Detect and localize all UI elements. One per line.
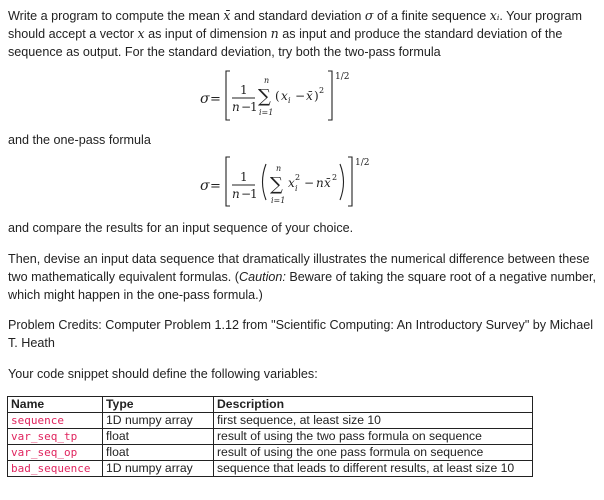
var-name: var_seq_op (8, 445, 103, 461)
header-type: Type (103, 397, 214, 413)
left-bracket (226, 157, 230, 206)
exponent: 1/2 (355, 158, 370, 168)
svg-text:x̄: x̄ (324, 176, 331, 190)
var-name: var_seq_tp (8, 429, 103, 445)
svg-text:(: ( (275, 89, 280, 103)
var-desc: result of using the one pass formula on sequence (214, 445, 533, 461)
var-type: 1D numpy array (103, 413, 214, 429)
svg-text:i: i (288, 96, 291, 105)
table-row (8, 429, 533, 445)
svg-text:−: − (241, 187, 252, 201)
right-bracket (348, 157, 352, 206)
table-row (8, 413, 533, 429)
var-name: bad_sequence (8, 461, 103, 477)
one-pass-intro: and the one-pass formula (8, 133, 151, 147)
table-header-row (8, 397, 533, 413)
svg-text:1: 1 (250, 187, 258, 201)
svg-text:n: n (316, 176, 324, 190)
svg-text:i=1: i=1 (259, 108, 274, 117)
svg-text:i: i (295, 184, 298, 193)
svg-text:1: 1 (240, 83, 248, 97)
big-paren-right (340, 164, 344, 200)
var-name: sequence (8, 413, 103, 429)
svg-text:x: x (281, 89, 288, 103)
svg-text:x: x (288, 176, 295, 190)
then-paragraph: Then, devise an input data sequence that dramatically illustrates the numerical difference between these two mathematically equivalent formulas. (Caution: Beware of taking the square root of a negative number, which might happen in the one-pass formula.) (8, 252, 597, 302)
var-type: 1D numpy array (103, 461, 214, 477)
svg-text:=: = (210, 179, 221, 194)
svg-text:n: n (264, 76, 270, 85)
credits-paragraph: Problem Credits: Computer Problem 1.12 from "Scientific Computing: An Introductory Survey" by Michael T. Heath (8, 318, 593, 350)
var-desc: sequence that leads to different results, at least size 10 (214, 461, 533, 477)
compare-paragraph: and compare the results for an input sequence of your choice. (8, 221, 354, 235)
variables-table (7, 396, 533, 477)
left-bracket (226, 71, 230, 120)
svg-text:n: n (232, 100, 240, 114)
svg-text:=: = (210, 92, 221, 107)
define-paragraph: Your code snippet should define the following variables: (8, 367, 318, 381)
svg-text:i=1: i=1 (271, 196, 286, 205)
sigma-symbol: σ (200, 91, 210, 107)
var-desc: first sequence, at least size 10 (214, 413, 533, 429)
svg-text:−: − (304, 176, 315, 190)
big-paren-left (263, 164, 267, 200)
header-name: Name (8, 397, 103, 413)
one-pass-formula (200, 152, 420, 210)
svg-text:2: 2 (295, 173, 301, 182)
sum-sign: ∑ (258, 86, 271, 107)
exponent: 1/2 (335, 72, 350, 82)
svg-text:1: 1 (250, 100, 258, 114)
table-row (8, 461, 533, 477)
var-type: float (103, 429, 214, 445)
var-type: float (103, 445, 214, 461)
sum-sign: ∑ (270, 174, 283, 195)
intro-paragraph: Write a program to compute the mean x̄ and standard deviation σ of a finite sequence xᵢ. Your program should accept a vector x as input of dimension n as input and produce the standard deviation of the sequence as output. For the standard deviation, try both the two-pass formula (8, 8, 583, 59)
var-desc: result of using the two pass formula on sequence (214, 429, 533, 445)
svg-text:n: n (276, 164, 282, 173)
two-pass-formula (200, 66, 400, 124)
svg-text:1: 1 (240, 170, 248, 184)
table-row (8, 445, 533, 461)
svg-text:x̄: x̄ (306, 89, 313, 103)
svg-text:2: 2 (319, 86, 325, 95)
svg-text:2: 2 (332, 173, 338, 182)
right-bracket (328, 71, 332, 120)
sigma-symbol: σ (200, 178, 210, 194)
svg-text:n: n (232, 187, 240, 201)
svg-text:−: − (295, 89, 306, 103)
svg-text:): ) (314, 89, 319, 103)
header-description: Description (214, 397, 533, 413)
svg-text:−: − (241, 100, 252, 114)
